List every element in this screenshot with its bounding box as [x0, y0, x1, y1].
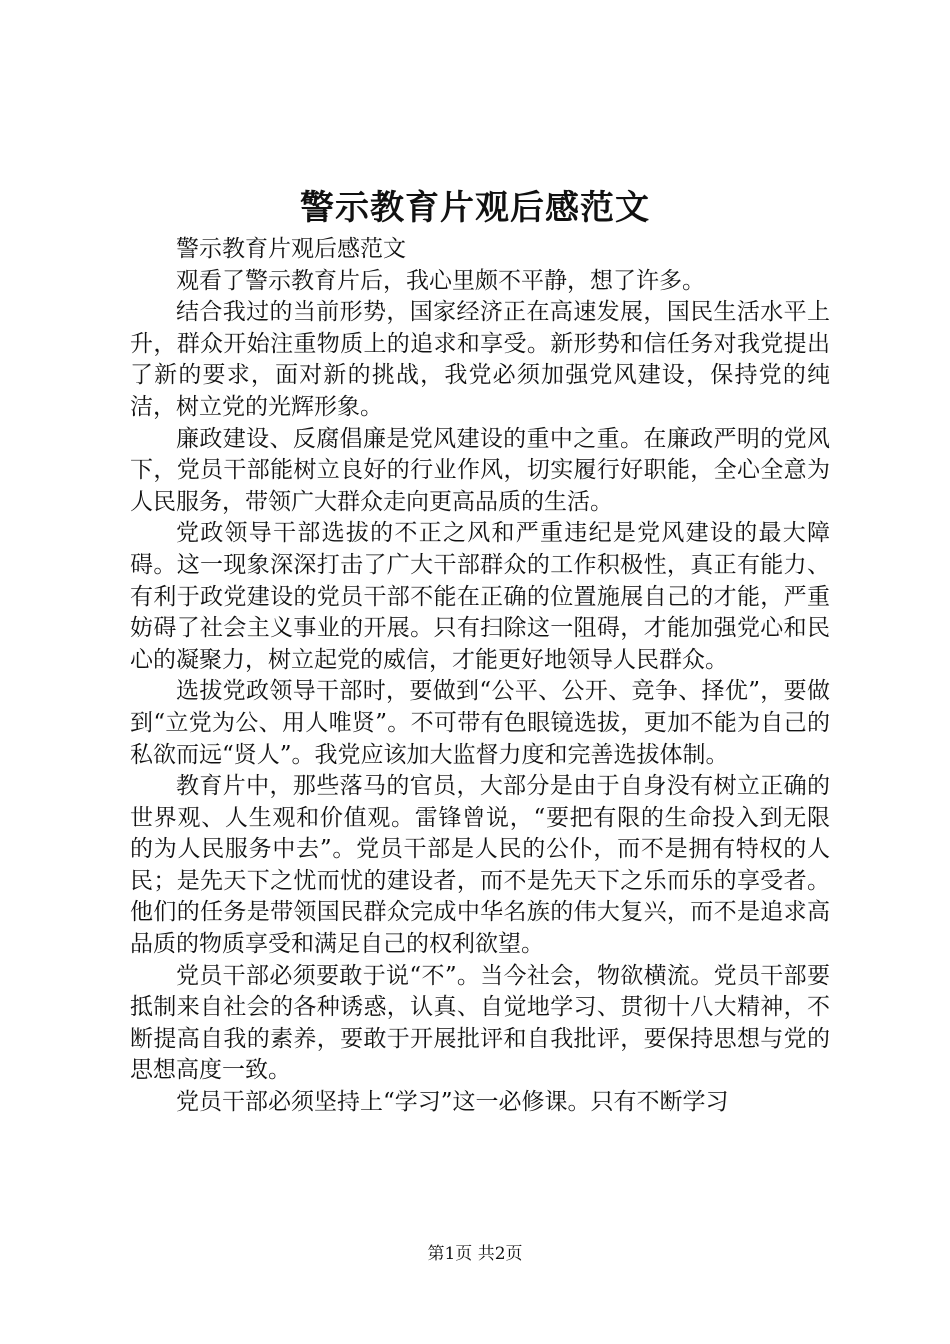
paragraph: 廉政建设、反腐倡廉是党风建设的重中之重。在廉政严明的党风下，党员干部能树立良好的行业作风，切实履行好职能，全心全意为人民服务，带领广大群众走向更高品质的生活。: [130, 425, 830, 515]
paragraph: 教育片中，那些落马的官员，大部分是由于自身没有树立正确的世界观、人生观和价值观。雷锋曾说，“要把有限的生命投入到无限的为人民服务中去”。党员干部是人民的公仆，而不是拥有特权的人民；是先天下之忧而忧的建设者，而不是先天下之乐而乐的享受者。他们的任务是带领国民群众完成中华名族的伟大复兴，而不是追求高品质的物质享受和满足自己的权利欲望。: [130, 773, 830, 958]
paragraph-heading: 警示教育片观后感范文: [176, 236, 406, 262]
paragraph: 党政领导干部选拔的不正之风和严重违纪是党风建设的最大障碍。这一现象深深打击了广大干部群众的工作积极性，真正有能力、有利于政党建设的党员干部不能在正确的位置施展自己的才能，严重妨碍了社会主义事业的开展。只有扫除这一阻碍，才能加强党心和民心的凝聚力，树立起党的威信，才能更好地领导人民群众。: [130, 520, 830, 673]
paragraph: 选拔党政领导干部时，要做到“公平、公开、竞争、择优”，要做到“立党为公、用人唯贤”。不可带有色眼镜选拔，更加不能为自己的私欲而远“贤人”。我党应该加大监督力度和完善选拔体制。: [130, 678, 830, 768]
paragraph: 党员干部必须坚持上“学习”这一必修课。只有不断学习: [176, 1089, 729, 1116]
paragraph: 党员干部必须要敢于说“不”。当今社会，物欲横流。党员干部要抵制来自社会的各种诱惑，认真、自觉地学习、贯彻十八大精神，不断提高自我的素养，要敢于开展批评和自我批评，要保持思想与党的思想高度一致。: [130, 962, 830, 1084]
paragraph: 结合我过的当前形势，国家经济正在高速发展，国民生活水平上升，群众开始注重物质上的追求和享受。新形势和信任务对我党提出了新的要求，面对新的挑战，我党必须加强党风建设，保持党的纯洁，树立党的光辉形象。: [130, 299, 830, 420]
page-footer: [0, 1243, 950, 1265]
page-number: 第1页 共2页: [427, 1244, 523, 1264]
document-title: 警示教育片观后感范文: [300, 188, 650, 228]
document-body: [130, 234, 830, 1119]
paragraph: 观看了警示教育片后，我心里颇不平静，想了许多。: [176, 267, 705, 294]
